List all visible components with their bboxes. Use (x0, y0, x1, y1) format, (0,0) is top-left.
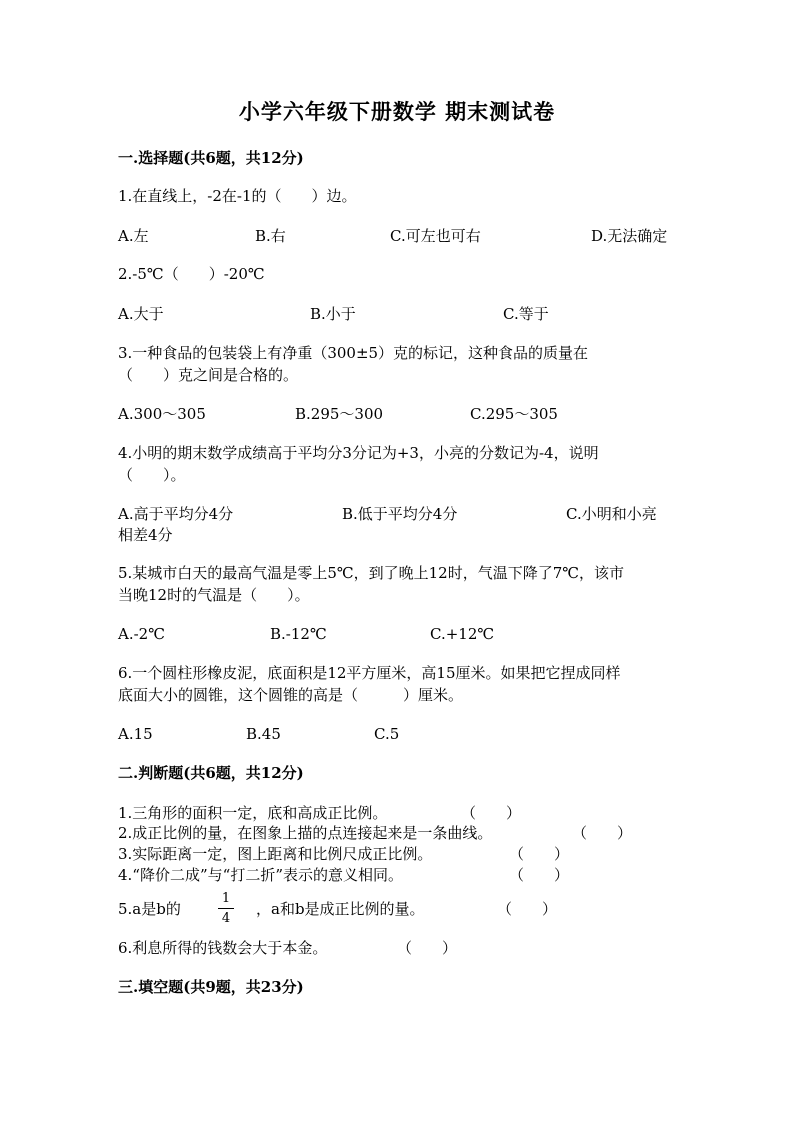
question-6-stem-line-2: 底面大小的圆锥，这个圆锥的高是（ ）厘米。 (118, 686, 464, 704)
question-5-option-b: B.-12℃ (270, 625, 327, 643)
question-4-stem-line-1: 4.小明的期末数学成绩高于平均分3分记为+3，小亮的分数记为-4，说明 (118, 444, 599, 462)
question-3-option-b: B.295～300 (295, 405, 384, 423)
question-2-stem: 2.-5℃（ ）-20℃ (118, 265, 265, 283)
judgement-5-text-after: ，a和b是成正比例的量。 (256, 900, 425, 918)
judgement-6-text: 6.利息所得的钱数会大于本金。 (118, 939, 328, 957)
question-6-option-a: A.15 (118, 725, 153, 743)
section-heading-judgement: 二.判断题(共6题，共12分) (118, 764, 304, 782)
question-4-option-c: C.小明和小亮 (566, 505, 657, 523)
question-1-option-a: A.左 (118, 227, 149, 245)
question-2-option-a: A.大于 (118, 305, 164, 323)
question-4-option-c-continued: 相差4分 (118, 526, 173, 544)
section-heading-choice: 一.选择题(共6题，共12分) (118, 149, 304, 167)
judgement-5-text-before: 5.a是b的 (118, 900, 181, 918)
judgement-1-answer-paren: （ ） (461, 804, 522, 822)
question-2-option-b: B.小于 (310, 305, 356, 323)
question-6-option-b: B.45 (246, 725, 281, 743)
question-4-stem-line-2: （ ）。 (118, 466, 186, 484)
question-3-stem-line-2: （ ）克之间是合格的。 (118, 366, 299, 384)
question-5-option-c: C.+12℃ (430, 625, 495, 643)
question-3-option-c: C.295～305 (470, 405, 558, 423)
judgement-3-answer-paren: （ ） (509, 845, 570, 863)
judgement-6-answer-paren: （ ） (397, 939, 458, 957)
judgement-3-text: 3.实际距离一定，图上距离和比例尺成正比例。 (118, 845, 433, 863)
fraction-denominator: 4 (221, 911, 231, 926)
question-5-stem-line-2: 当晚12时的气温是（ ）。 (118, 586, 310, 604)
question-1-option-d: D.无法确定 (591, 227, 668, 245)
page-title: 小学六年级下册数学 期末测试卷 (238, 99, 556, 124)
judgement-4-text: 4.“降价二成”与“打二折”表示的意义相同。 (118, 866, 403, 884)
judgement-1-text: 1.三角形的面积一定，底和高成正比例。 (118, 804, 388, 822)
question-1-stem: 1.在直线上，-2在-1的（ ）边。 (118, 187, 357, 205)
question-5-stem-line-1: 5.某城市白天的最高气温是零上5℃，到了晚上12时，气温下降了7℃，该市 (118, 564, 625, 582)
judgement-5-answer-paren: （ ） (497, 900, 558, 918)
judgement-2-text: 2.成正比例的量，在图象上描的点连接起来是一条曲线。 (118, 824, 493, 842)
question-2-option-c: C.等于 (503, 305, 549, 323)
question-6-stem-line-1: 6.一个圆柱形橡皮泥，底面积是12平方厘米，高15厘米。如果把它捏成同样 (118, 664, 621, 682)
question-4-option-a: A.高于平均分4分 (118, 505, 234, 523)
question-5-option-a: A.-2℃ (118, 625, 165, 643)
fraction-one-quarter (218, 891, 234, 926)
judgement-2-answer-paren: （ ） (572, 824, 633, 842)
fraction-bar (218, 908, 234, 909)
section-heading-fill-blank: 三.填空题(共9题，共23分) (118, 978, 304, 996)
fraction-numerator: 1 (221, 891, 231, 906)
question-3-stem-line-1: 3.一种食品的包装袋上有净重（300±5）克的标记，这种食品的质量在 (118, 344, 589, 362)
judgement-4-answer-paren: （ ） (509, 866, 570, 884)
question-4-option-b: B.低于平均分4分 (342, 505, 458, 523)
question-6-option-c: C.5 (374, 725, 400, 743)
question-3-option-a: A.300～305 (118, 405, 206, 423)
question-1-option-b: B.右 (255, 227, 286, 245)
question-1-option-c: C.可左也可右 (390, 227, 481, 245)
